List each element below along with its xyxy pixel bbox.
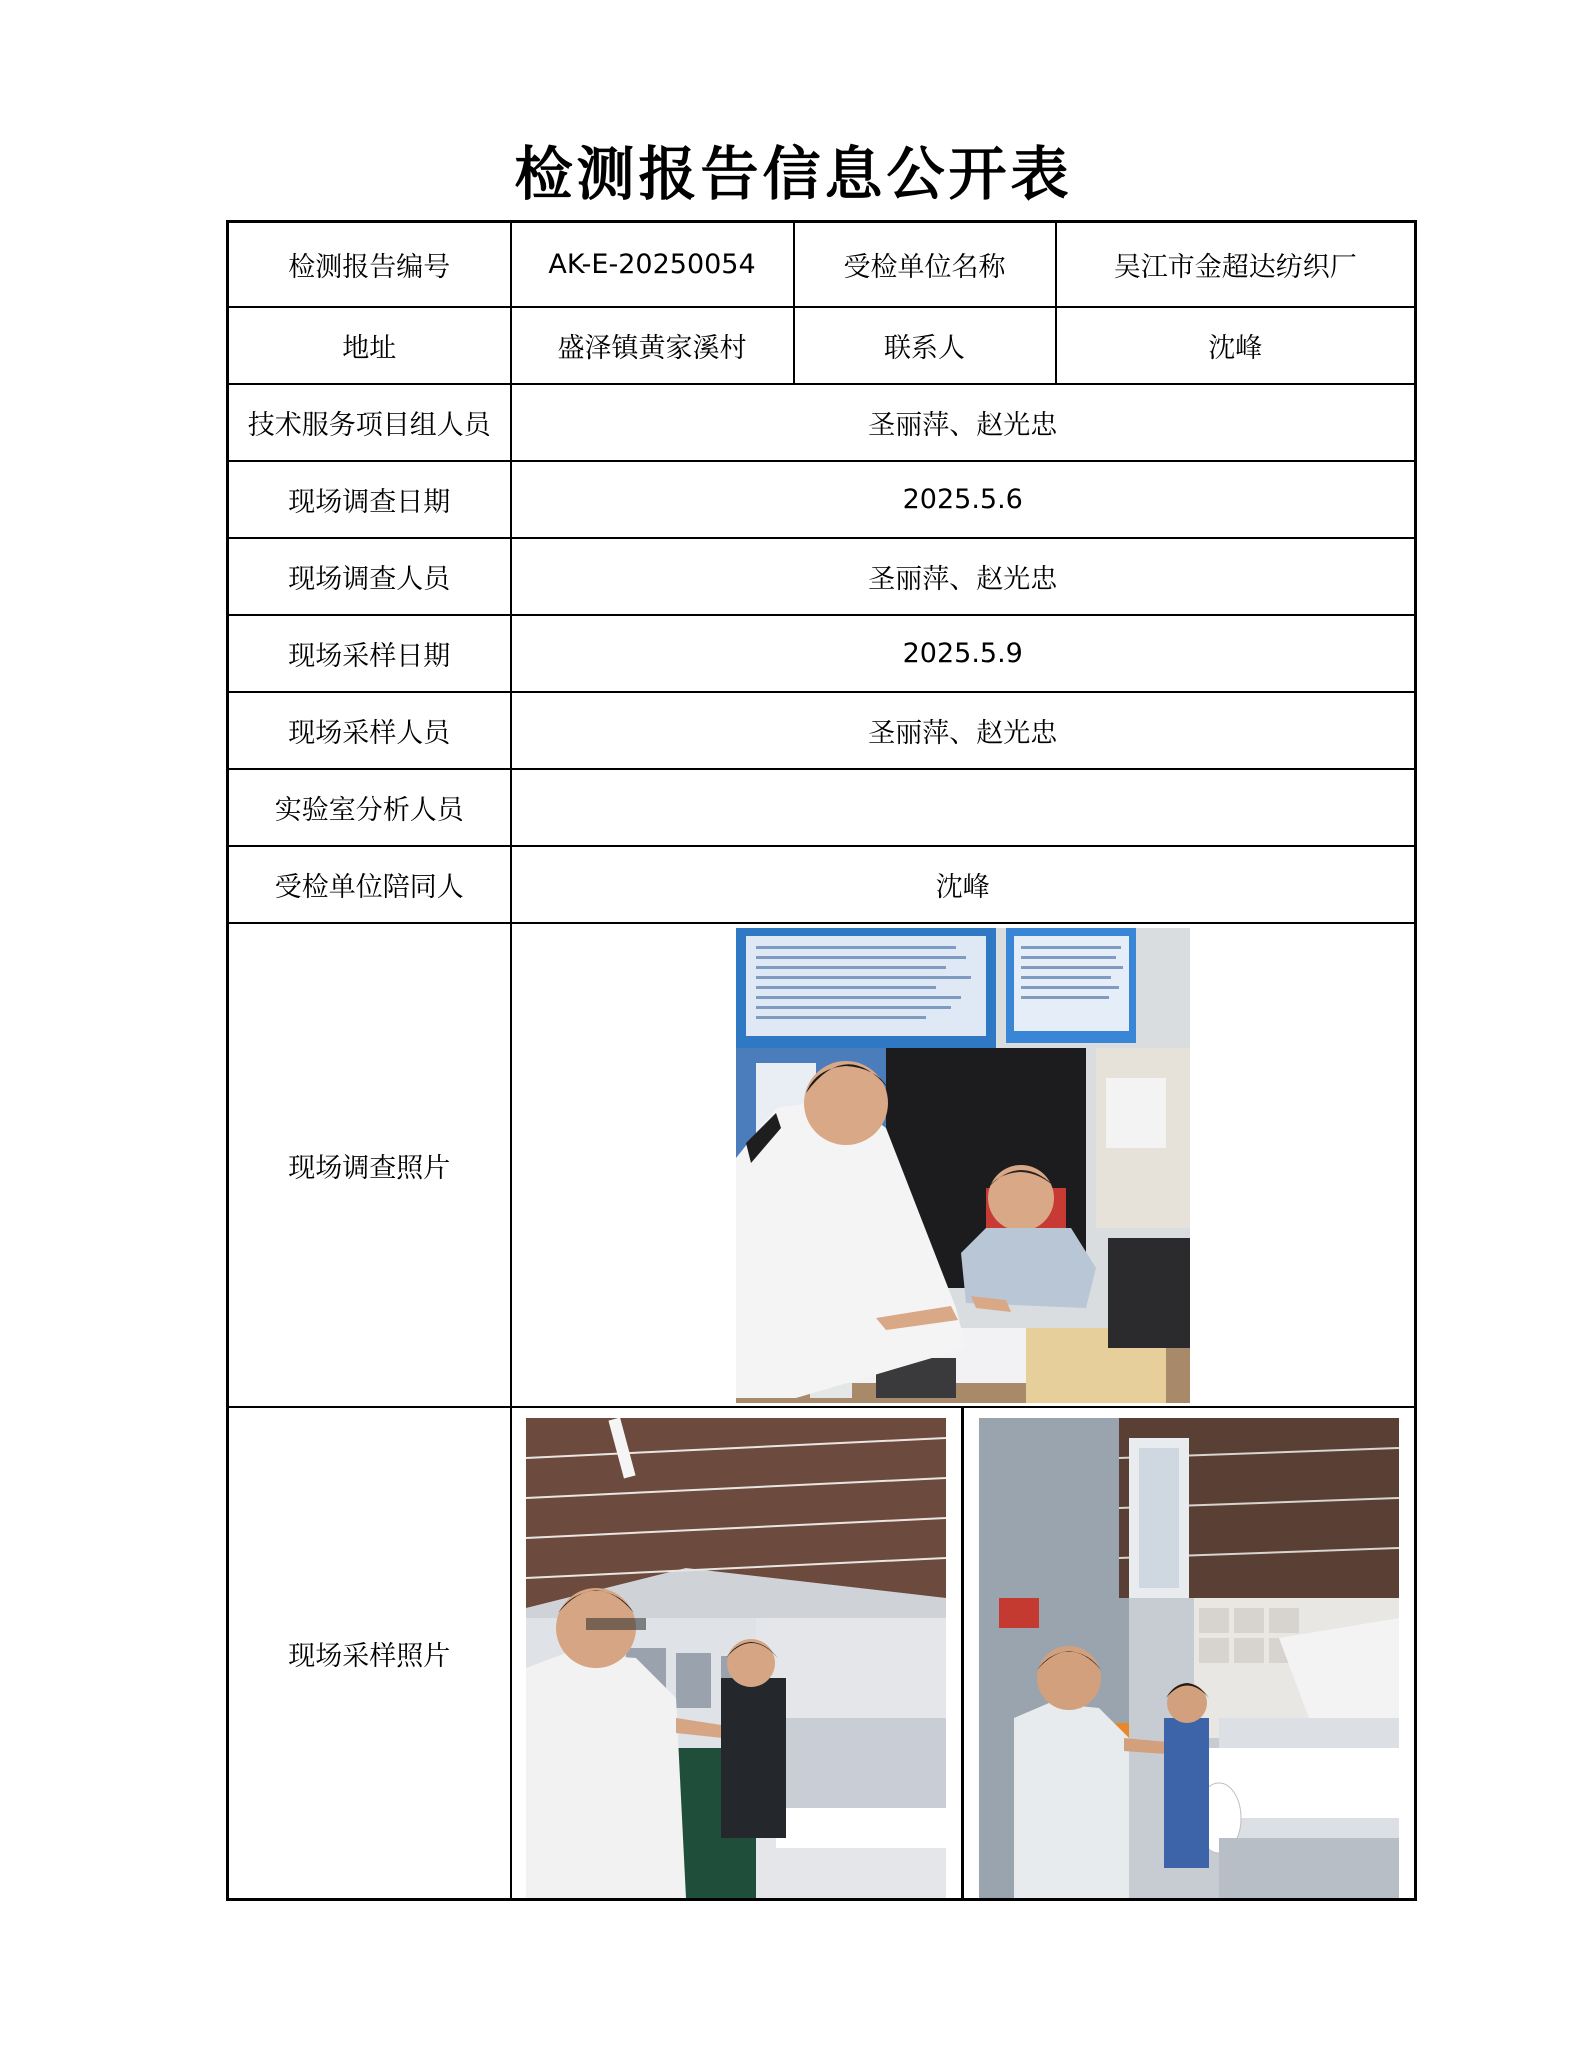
report-info-table <box>226 220 1417 1901</box>
sampling-photo-cell-left <box>512 1408 962 1898</box>
sampling-photo-label: 现场采样照片 <box>228 1407 511 1900</box>
team-value: 圣丽萍、赵光忠 <box>511 384 1416 461</box>
table-row <box>228 461 1416 538</box>
table-row <box>228 538 1416 615</box>
address-label: 地址 <box>228 307 511 384</box>
lab-staff-label: 实验室分析人员 <box>228 769 511 846</box>
sampling-staff-label: 现场采样人员 <box>228 692 511 769</box>
page-title: 检测报告信息公开表 <box>514 140 1073 208</box>
escort-label: 受检单位陪同人 <box>228 846 511 923</box>
contact-label: 联系人 <box>794 307 1056 384</box>
address-value: 盛泽镇黄家溪村 <box>511 307 794 384</box>
report-no-value: AK-E-20250054 <box>511 222 794 308</box>
sampling-photo-1-image <box>526 1418 946 1898</box>
sampling-photo-1 <box>526 1418 946 1898</box>
table-row <box>228 384 1416 461</box>
table-row <box>228 307 1416 384</box>
sampling-photo-2-image <box>979 1418 1399 1898</box>
table-row <box>228 222 1416 308</box>
table-row <box>228 692 1416 769</box>
unit-name-label: 受检单位名称 <box>794 222 1056 308</box>
lab-staff-value <box>511 769 1416 846</box>
table-row <box>228 615 1416 692</box>
survey-date-value: 2025.5.6 <box>511 461 1416 538</box>
sampling-photo-2 <box>979 1418 1399 1898</box>
survey-photo-image <box>736 928 1190 1403</box>
sampling-photo-cell <box>511 1407 1416 1900</box>
survey-photo-label: 现场调查照片 <box>228 923 511 1407</box>
survey-photo-cell <box>511 923 1416 1407</box>
survey-photo <box>736 928 1190 1403</box>
survey-staff-value: 圣丽萍、赵光忠 <box>511 538 1416 615</box>
unit-name-value: 吴江市金超达纺织厂 <box>1056 222 1416 308</box>
sampling-photo-pair <box>512 1408 1415 1898</box>
sampling-date-value: 2025.5.9 <box>511 615 1416 692</box>
sampling-photo-cell-right <box>961 1408 1414 1898</box>
table-row <box>228 769 1416 846</box>
table-row <box>228 923 1416 1407</box>
contact-value: 沈峰 <box>1056 307 1416 384</box>
sampling-date-label: 现场采样日期 <box>228 615 511 692</box>
sampling-staff-value: 圣丽萍、赵光忠 <box>511 692 1416 769</box>
survey-date-label: 现场调查日期 <box>228 461 511 538</box>
team-label: 技术服务项目组人员 <box>228 384 511 461</box>
escort-value: 沈峰 <box>511 846 1416 923</box>
survey-staff-label: 现场调查人员 <box>228 538 511 615</box>
table-row <box>228 1407 1416 1900</box>
table-row <box>228 846 1416 923</box>
report-no-label: 检测报告编号 <box>228 222 511 308</box>
